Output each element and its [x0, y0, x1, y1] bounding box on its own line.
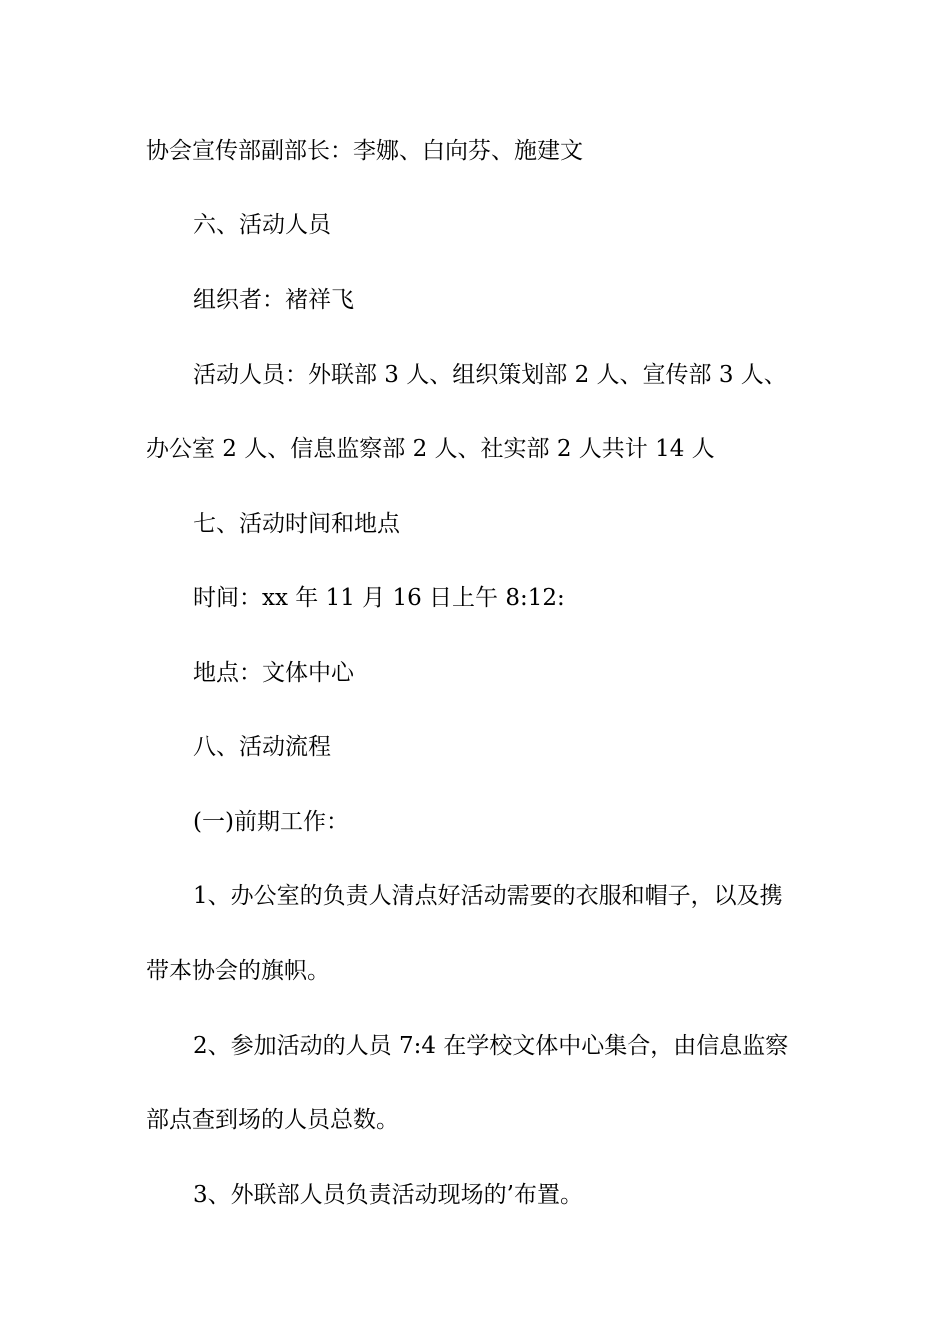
section-heading: 六、活动人员 — [193, 212, 331, 238]
text-line: 组织者：褚祥飞 — [193, 287, 354, 313]
text-line: 协会宣传部副部长：李娜、白向芬、施建文 — [146, 138, 583, 164]
list-item-continuation: 部点查到场的人员总数。 — [146, 1107, 399, 1133]
subsection-heading: (一)前期工作： — [193, 809, 349, 835]
list-item: 2、参加活动的人员 7:4 在学校文体中心集合，由信息监察 — [193, 1033, 789, 1059]
text-line: 活动人员：外联部 3 人、组织策划部 2 人、宣传部 3 人、 — [193, 362, 787, 388]
section-heading: 七、活动时间和地点 — [193, 511, 400, 537]
list-item: 3、外联部人员负责活动现场的’布置。 — [193, 1182, 583, 1208]
text-line: 办公室 2 人、信息监察部 2 人、社实部 2 人共计 14 人 — [146, 436, 715, 462]
list-item: 1、办公室的负责人清点好活动需要的衣服和帽子，以及携 — [193, 883, 783, 909]
text-line: 时间：xx 年 11 月 16 日上午 8:12: — [193, 585, 565, 611]
text-line: 地点：文体中心 — [193, 660, 354, 686]
list-item-continuation: 带本协会的旗帜。 — [146, 958, 330, 984]
section-heading: 八、活动流程 — [193, 734, 331, 760]
